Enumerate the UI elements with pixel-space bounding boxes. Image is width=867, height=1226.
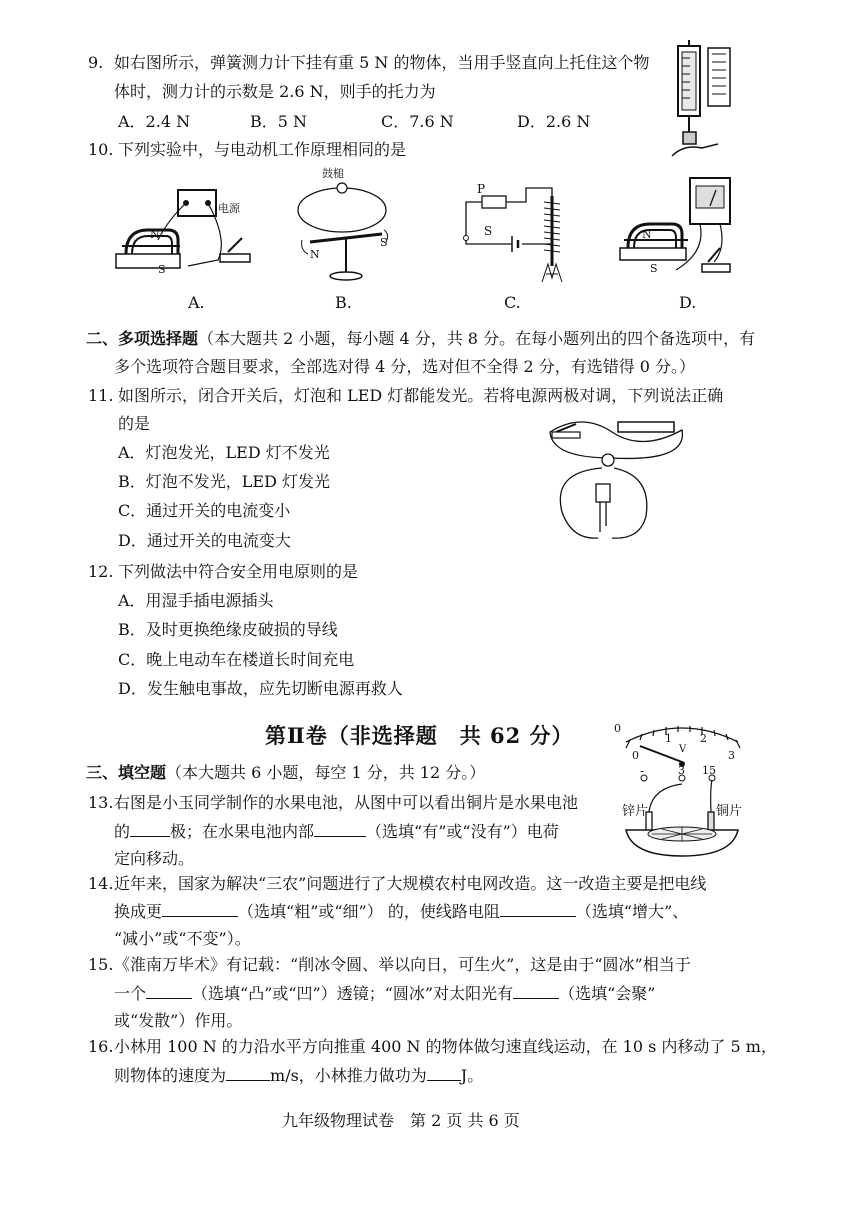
q9-stem-line2: 体时，测力计的示数是 2.6 N，则手的托力为 — [114, 82, 436, 101]
q12-stem: 下列做法中符合安全用电原则的是 — [118, 562, 359, 581]
q14-blank-2[interactable] — [500, 900, 576, 917]
q15-stem-line3: 或“发散”）作用。 — [114, 1011, 243, 1030]
q16-stem-line1: 小林用 100 N 的力沿水平方向推重 400 N 的物体做匀速直线运动，在 10 s 内移动了 5 m， — [114, 1037, 777, 1056]
terminal-minus: - — [640, 764, 645, 778]
meter-scale-0-top: 0 — [614, 722, 621, 735]
q15-stem-line2 — [114, 982, 655, 1005]
q10-figure-b-pole-s: S — [380, 236, 388, 249]
q10-stem: 下列实验中，与电动机工作原理相同的是 — [118, 140, 407, 159]
q10-figure-c — [456, 178, 576, 288]
q10-label-c: C. — [504, 293, 521, 312]
q11-circuit-figure — [542, 412, 688, 544]
zinc-plate-label: 锌片 — [622, 804, 649, 819]
q10-figure-c-label-s: S — [484, 224, 493, 238]
q10-number: 10. — [88, 140, 114, 159]
q11-stem-line2: 的是 — [118, 414, 151, 433]
q16-text-b: m/s，小林推力做功为 — [270, 1066, 427, 1085]
q13-text-a: 的 — [114, 822, 131, 841]
section2-desc-line1: （本大题共 2 小题，每小题 4 分，共 8 分。在每小题列出的四个备选项中，有 — [198, 329, 756, 348]
q15-blank-2[interactable] — [513, 982, 559, 999]
q11-stem-line1: 如图所示，闭合开关后，灯泡和 LED 灯都能发光。若将电源两极对调，下列说法正确 — [118, 386, 724, 405]
q10-figure-d-pole-s: S — [650, 262, 658, 275]
q12-option-a: A．用湿手插电源插头 — [118, 591, 274, 610]
q9-option-b: B．5 N — [250, 112, 308, 131]
q13-text-b: 极；在水果电池内部 — [170, 822, 315, 841]
page-footer: 九年级物理试卷 第 2 页 共 6 页 — [282, 1111, 520, 1130]
meter-scale-1: 1 — [665, 732, 672, 745]
q13-stem-line1: 右图是小玉同学制作的水果电池，从图中可以看出铜片是水果电池 — [114, 793, 579, 812]
q16-blank-1[interactable] — [226, 1064, 270, 1081]
meter-scale-2: 2 — [700, 732, 707, 745]
q15-text-c: （选填“会聚” — [559, 984, 656, 1003]
q14-blank-1[interactable] — [162, 900, 238, 917]
q16-text-c: J。 — [460, 1066, 484, 1085]
meter-scale-3: 3 — [728, 749, 735, 762]
q10-figure-d-pole-n: N — [642, 228, 652, 241]
q16-stem-line2 — [114, 1064, 483, 1087]
q16-text-a: 则物体的速度为 — [114, 1066, 227, 1085]
q12-option-b: B．及时更换绝缘皮破损的导线 — [118, 620, 338, 639]
q15-blank-1[interactable] — [146, 982, 192, 999]
terminal-3: 3 — [678, 764, 685, 777]
q15-text-b: （选填“凸”或“凹”）透镜；“圆冰”对太阳光有 — [192, 984, 514, 1003]
q11-option-a: A．灯泡发光，LED 灯不发光 — [118, 443, 330, 462]
meter-scale-0: 0 — [632, 749, 639, 762]
q15-stem-line1: 《淮南万毕术》有记载：“削冰令圆、举以向日，可生火”，这是由于“圆冰”相当于 — [114, 955, 691, 974]
q13-blank-2[interactable] — [314, 820, 366, 837]
q10-figure-a-pole-n: N — [150, 228, 160, 241]
q10-label-b: B. — [335, 293, 352, 312]
q10-figure-a-power-label: 电源 — [218, 202, 240, 215]
q13-fruit-battery-figure — [612, 718, 752, 858]
q14-stem-line3: “减小”或“不变”）。 — [114, 929, 251, 948]
q14-text-a: 换成更 — [114, 902, 163, 921]
q13-stem-line3: 定向移动。 — [114, 849, 195, 868]
q14-text-c: （选填“增大”、 — [575, 902, 689, 921]
q9-option-c: C．7.6 N — [381, 112, 454, 131]
q13-stem-line2 — [114, 820, 559, 843]
q14-stem-line2 — [114, 900, 688, 923]
q9-option-a: A．2.4 N — [118, 112, 191, 131]
q10-figure-b — [296, 170, 396, 285]
q16-blank-2[interactable] — [427, 1064, 461, 1081]
section3-desc: （本大题共 6 小题，每空 1 分，共 12 分。） — [166, 763, 486, 782]
q11-option-b: B．灯泡不发光，LED 灯发光 — [118, 472, 330, 491]
q11-option-c: C．通过开关的电流变小 — [118, 501, 291, 520]
q9-stem-line1: 如右图所示，弹簧测力计下挂有重 5 N 的物体，当用手竖直向上托住这个物 — [114, 53, 650, 72]
part2-title: 第Ⅱ卷（非选择题 共 62 分） — [265, 723, 574, 748]
q14-stem-line1: 近年来，国家为解决“三农”问题进行了大规模农村电网改造。这一改造主要是把电线 — [114, 874, 707, 893]
terminal-15: 15 — [702, 764, 716, 777]
q9-option-d: D．2.6 N — [517, 112, 591, 131]
section3-header — [86, 762, 485, 784]
q12-number: 12. — [88, 562, 114, 581]
q10-label-a: A. — [188, 293, 205, 312]
q11-option-d: D．通过开关的电流变大 — [118, 531, 291, 550]
q9-number: 9. — [88, 53, 104, 72]
section2-header — [86, 328, 755, 350]
q10-figure-b-label: 鼓槌 — [322, 167, 344, 180]
q12-option-c: C．晚上电动车在楼道长时间充电 — [118, 650, 355, 669]
q10-label-d: D. — [679, 293, 697, 312]
q10-figure-d — [616, 172, 746, 284]
q15-text-a: 一个 — [114, 984, 147, 1003]
q10-figure-c-label-p: P — [477, 182, 486, 196]
q15-number: 15. — [88, 955, 114, 974]
q11-number: 11. — [88, 386, 114, 405]
q10-figure-a-pole-s: S — [158, 263, 166, 276]
spring-scale-figure — [668, 40, 748, 164]
q10-figure-a — [108, 180, 268, 280]
q13-blank-1[interactable] — [130, 820, 170, 837]
q16-number: 16. — [88, 1037, 114, 1056]
copper-plate-label: 铜片 — [716, 804, 743, 819]
q14-text-b: （选填“粗”或“细”） 的，使线路电阻 — [238, 902, 500, 921]
section2-desc-line2: 多个选项符合题目要求，全部选对得 4 分，选对但不全得 2 分，有选错得 0 分。） — [114, 357, 696, 376]
q14-number: 14. — [88, 874, 114, 893]
q13-number: 13. — [88, 793, 114, 812]
q10-figure-b-pole-n: N — [310, 248, 320, 261]
meter-unit: V — [679, 744, 687, 755]
section2-title: 二、多项选择题 — [86, 329, 199, 348]
section3-title: 三、填空题 — [86, 763, 167, 782]
q13-text-c: （选填“有”或“没有”）电荷 — [366, 822, 559, 841]
q12-option-d: D．发生触电事故，应先切断电源再救人 — [118, 679, 403, 698]
